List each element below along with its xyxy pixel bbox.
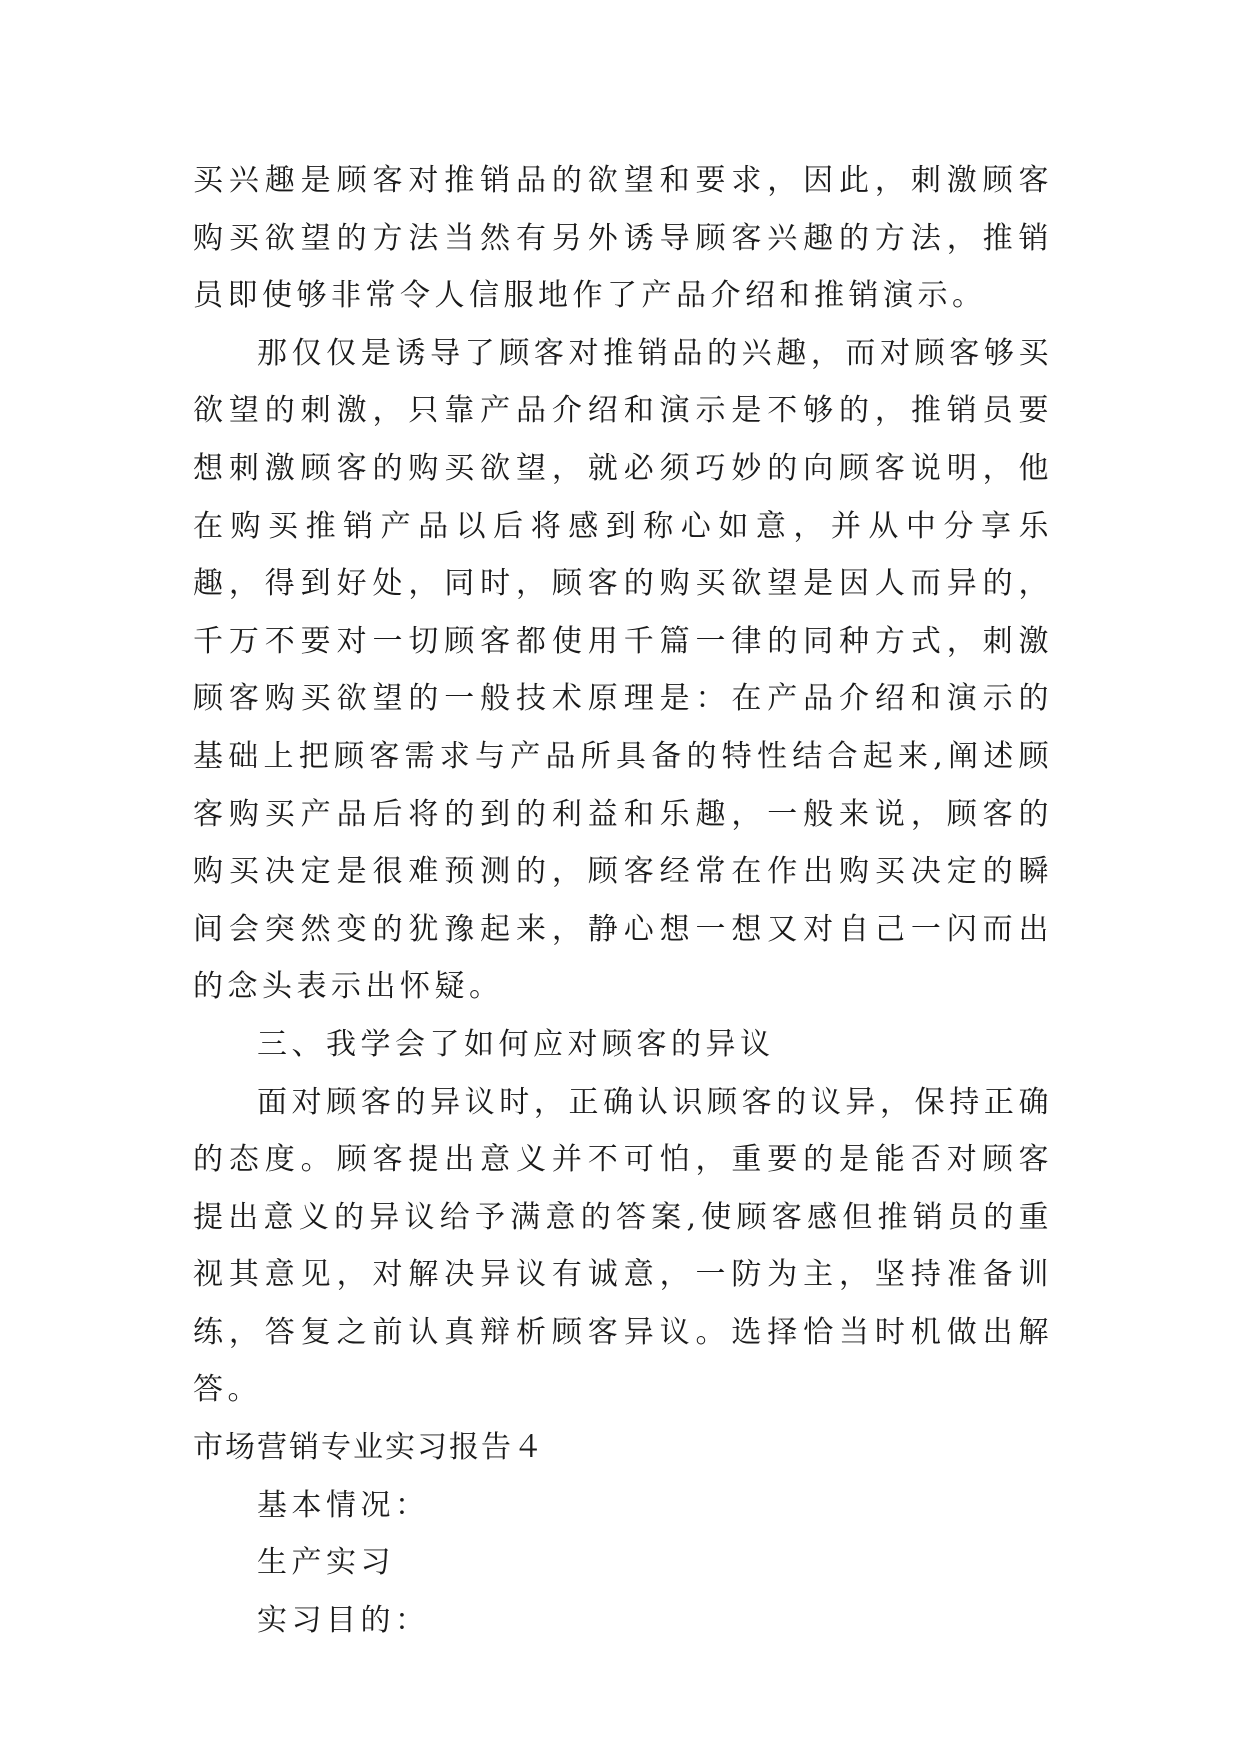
paragraph-purchase-interest: 买兴趣是顾客对推销品的欲望和要求，因此，刺激顾客购买欲望的方法当然有另外诱导顾客兴趣的方法，推销员即使够非常令人信服地作了产品介绍和推销演示。 <box>193 163 1053 314</box>
document-page <box>193 152 1053 1649</box>
item-basic-info: 基本情况： <box>257 1487 430 1523</box>
report-title: 市场营销专业实习报告４ <box>193 1430 545 1466</box>
section-heading-objections: 三、我学会了如何应对顾客的异议 <box>257 1026 775 1062</box>
item-internship-purpose: 实习目的： <box>257 1602 430 1638</box>
item-production-internship: 生产实习 <box>257 1545 395 1581</box>
paragraph-desire-stimulation: 那仅仅是诱导了顾客对推销品的兴趣，而对顾客够买欲望的刺激，只靠产品介绍和演示是不够的，推销员要想刺激顾客的购买欲望，就必须巧妙的向顾客说明，他在购买推销产品以后将感到称心如意，并从中分享乐趣，得到好处，同时，顾客的购买欲望是因人而异的，千万不要对一切顾客都使用千篇一律的同种方式，刺激顾客购买欲望的一般技术原理是：在产品介绍和演示的基础上把顾客需求与产品所具备的特性结合起来,阐述顾客购买产品后将的到的利益和乐趣，一般来说，顾客的购买决定是很难预测的，顾客经常在作出购买决定的瞬间会突然变的犹豫起来，静心想一想又对自己一闪而出的念头表示出怀疑。 <box>193 335 1053 1005</box>
paragraph-handling-objections: 面对顾客的异议时，正确认识顾客的议异，保持正确的态度。顾客提出意义并不可怕，重要的是能否对顾客提出意义的异议给予满意的答案,使顾客感但推销员的重视其意见，对解决异议有诚意，一防为主，坚持准备训练，答复之前认真辩析顾客异议。选择恰当时机做出解答。 <box>193 1084 1053 1408</box>
